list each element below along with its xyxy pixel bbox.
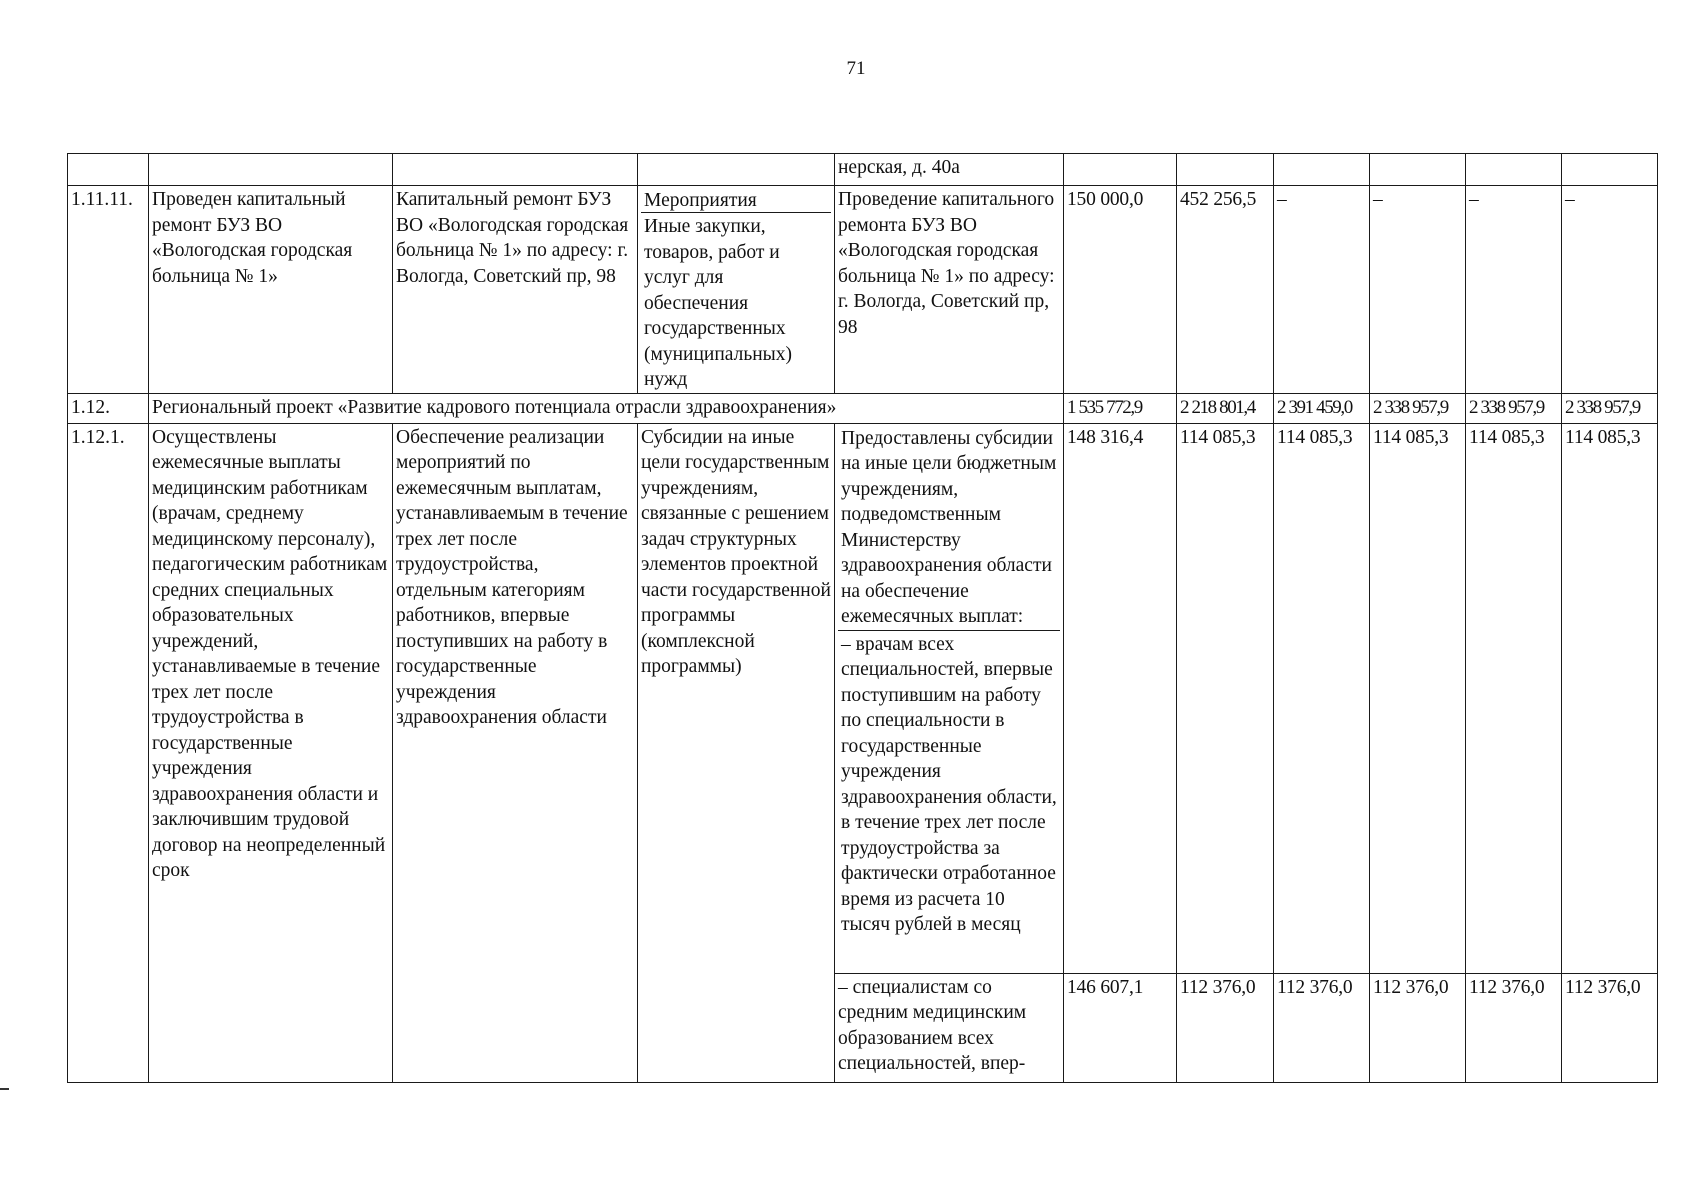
cell-value xyxy=(1274,154,1370,186)
cell-num: 1.12.1. xyxy=(68,423,149,1082)
cell-value-5: 112 376,0 xyxy=(1466,973,1562,1082)
cell-value-4: 114 085,3 xyxy=(1370,423,1466,973)
margin-mark xyxy=(0,1088,9,1090)
cell-result: Проведен капитальный ремонт БУЗ ВО «Вологодская городская больница № 1» xyxy=(149,186,393,394)
cell-event xyxy=(393,154,638,186)
cell-value-2: 452 256,5 xyxy=(1177,186,1274,394)
cell-value-5: 114 085,3 xyxy=(1466,423,1562,973)
cell-value-4: 112 376,0 xyxy=(1370,973,1466,1082)
table-row-1-12 xyxy=(68,393,1658,423)
cell-value-1: 1 535 772,9 xyxy=(1064,393,1177,423)
table-row-1-11-11 xyxy=(68,186,1658,394)
cell-value-3: 2 391 459,0 xyxy=(1274,393,1370,423)
cell-value-5: – xyxy=(1466,186,1562,394)
cell-value-6: 114 085,3 xyxy=(1562,423,1658,973)
budget-table xyxy=(67,153,1658,1083)
page-number: 71 xyxy=(846,58,866,79)
cell-value xyxy=(1466,154,1562,186)
cell-desc: Проведение капитального ремонта БУЗ ВО «Вологодская городская больница № 1» по адресу: г. Вологда, Советский пр, 98 xyxy=(835,186,1064,394)
cell-value xyxy=(1562,154,1658,186)
cell-result xyxy=(149,154,393,186)
cell-desc: – специалистам со средним медицинским образованием всех специальностей, впер- xyxy=(835,973,1064,1082)
desc-doctors: – врачам всех специальностей, впервые поступившим на работу по специальности в государственные учреждения здравоохранения области, в течение трех лет после трудоустройства за фактически отработанное время из расчета 10 тысяч рублей в месяц xyxy=(841,633,1057,935)
cell-value xyxy=(1370,154,1466,186)
cell-type: Субсидии на иные цели государственным учреждениям, связанные с решением задач структурных элементов проектной части государственной программы (комплексной программы) xyxy=(638,423,835,1082)
cell-num xyxy=(68,154,149,186)
cell-project-title: Региональный проект «Развитие кадрового потенциала отрасли здравоохранения» xyxy=(149,393,1064,423)
type-category: Мероприятия xyxy=(641,187,831,213)
cell-value-2: 112 376,0 xyxy=(1177,973,1274,1082)
cell-value-4: 2 338 957,9 xyxy=(1370,393,1466,423)
cell-value-1: 146 607,1 xyxy=(1064,973,1177,1082)
table-row-continuation xyxy=(68,154,1658,186)
cell-value-6: 112 376,0 xyxy=(1562,973,1658,1082)
cell-value-2: 114 085,3 xyxy=(1177,423,1274,973)
cell-value-1: 148 316,4 xyxy=(1064,423,1177,973)
cell-result: Осуществлены ежемесячные выплаты медицинским работникам (врачам, среднему медицинскому персоналу), педагогическим работникам средних специальных образовательных учреждений, устанавливаемые в течение трех лет после трудоустройства в государственные учреждения здравоохранения области и заключившим трудовой договор на неопределенный срок xyxy=(149,423,393,1082)
cell-event: Обеспечение реализации мероприятий по ежемесячным выплатам, устанавливаемым в течение трех лет после трудоустройства, отдельным категориям работников, впервые поступивших на работу в государственные учреждения здравоохранения области xyxy=(393,423,638,1082)
desc-intro: Предоставлены субсидии на иные цели бюджетным учреждениям, подведомственным Министерству здравоохранения области на обеспечение ежемесячных выплат: xyxy=(838,425,1060,631)
cell-value-3: 114 085,3 xyxy=(1274,423,1370,973)
cell-num: 1.11.11. xyxy=(68,186,149,394)
cell-value-6: – xyxy=(1562,186,1658,394)
cell-num: 1.12. xyxy=(68,393,149,423)
cell-value-5: 2 338 957,9 xyxy=(1466,393,1562,423)
cell-event: Капитальный ремонт БУЗ ВО «Вологодская городская больница № 1» по адресу: г. Вологда, Советский пр, 98 xyxy=(393,186,638,394)
cell-value-1: 150 000,0 xyxy=(1064,186,1177,394)
cell-value-6: 2 338 957,9 xyxy=(1562,393,1658,423)
cell-value xyxy=(1177,154,1274,186)
cell-value xyxy=(1064,154,1177,186)
cell-desc xyxy=(835,423,1064,973)
cell-value-3: – xyxy=(1274,186,1370,394)
cell-desc: нерская, д. 40а xyxy=(835,154,1064,186)
cell-value-3: 112 376,0 xyxy=(1274,973,1370,1082)
cell-value-4: – xyxy=(1370,186,1466,394)
table-row-1-12-1 xyxy=(68,423,1658,973)
cell-value-2: 2 218 801,4 xyxy=(1177,393,1274,423)
type-expense: Иные закупки, товаров, работ и услуг для обеспечения государственных (муниципальных) нужд xyxy=(644,216,792,390)
cell-type xyxy=(638,154,835,186)
cell-type xyxy=(638,186,835,394)
